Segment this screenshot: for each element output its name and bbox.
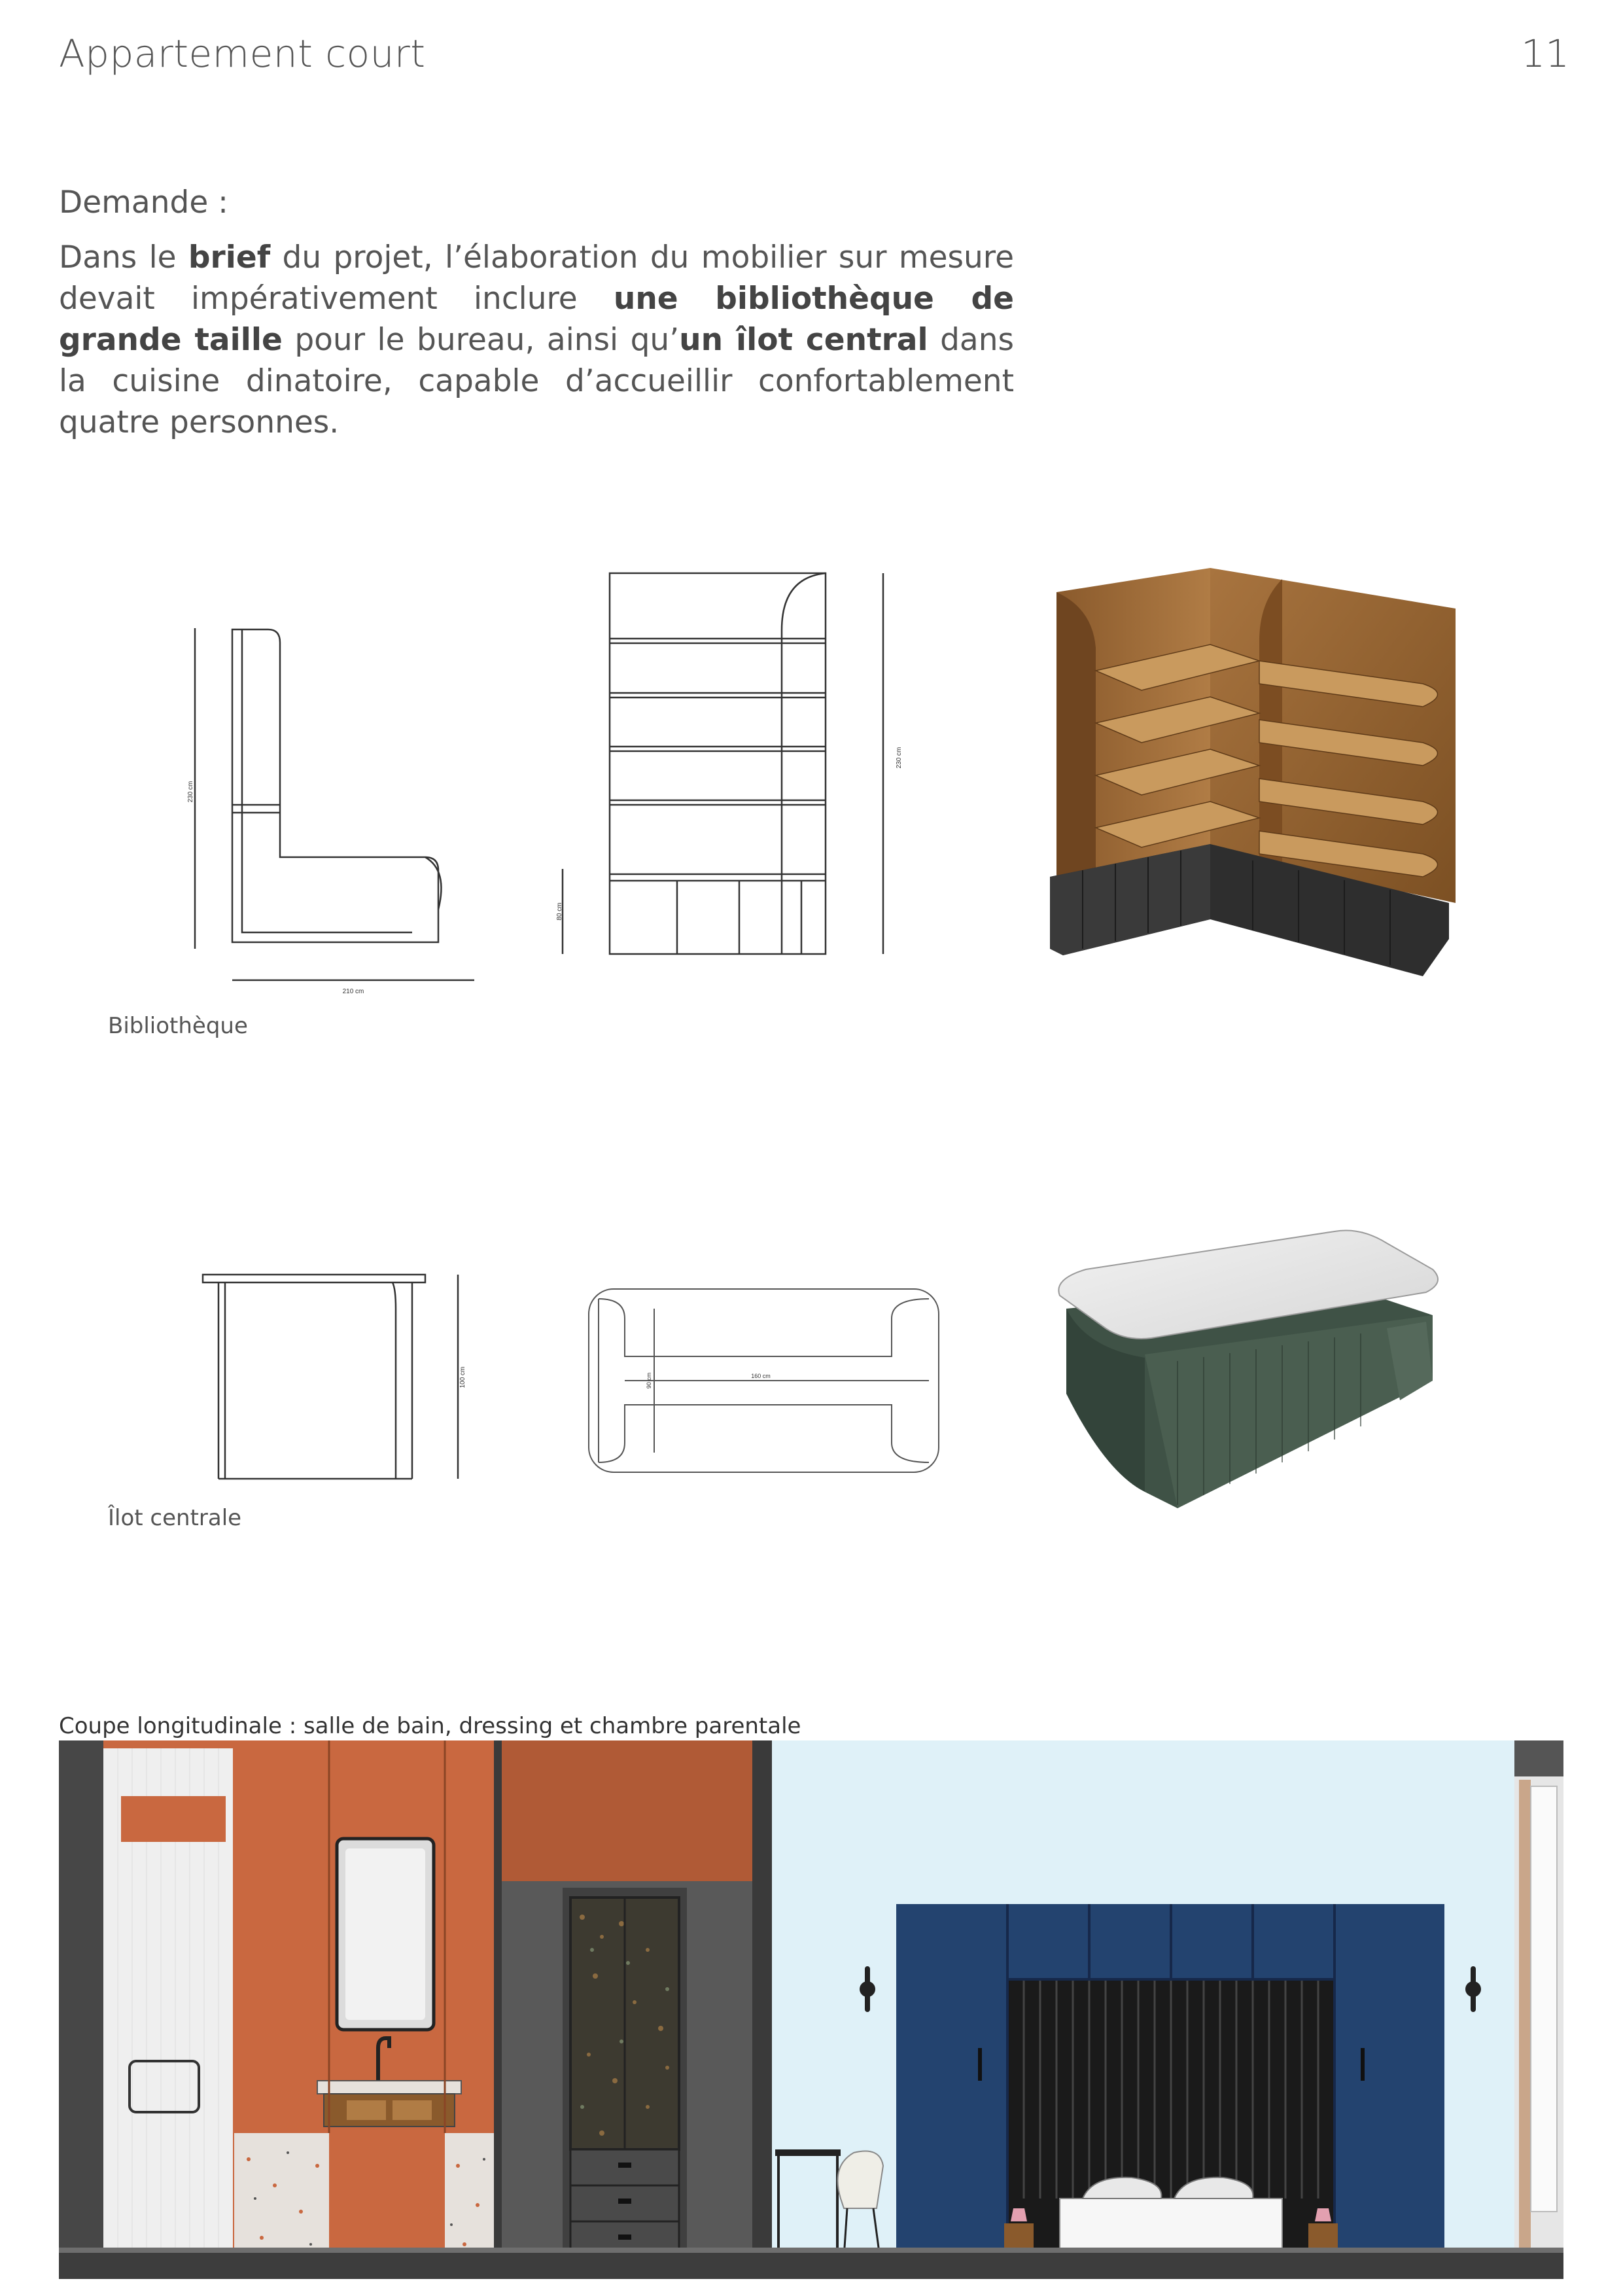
- bibliotheque-front-drawing: [556, 568, 909, 961]
- dim-height-front-label: 230 cm: [896, 747, 903, 769]
- intro-paragraph: [59, 237, 1014, 443]
- ilot-front-drawing: [196, 1269, 484, 1485]
- bibliotheque-caption: Bibliothèque: [108, 1013, 248, 1039]
- ilot-3d-render: [1047, 1217, 1452, 1531]
- dim-base-label: 80 cm: [556, 902, 563, 921]
- paragraph-run: dans la cuisine dinatoire, capable d’accueillir confortablement quatre personnes.: [59, 322, 1014, 440]
- paragraph-bold-run: un îlot central: [679, 322, 928, 358]
- dim-length-label: 160 cm: [751, 1373, 771, 1379]
- dim-depth-label: 90 cm: [646, 1372, 652, 1389]
- page-number: 11: [1521, 31, 1569, 76]
- paragraph-run: du projet, l’élaboration du mobilier sur mesure devait impérativement inclure: [59, 239, 1014, 317]
- dim-height-ilot-label: 100 cm: [459, 1366, 466, 1388]
- paragraph-bold-run: brief: [188, 239, 271, 275]
- paragraph-run: pour le bureau, ainsi qu’: [282, 322, 680, 358]
- bibliotheque-side-drawing: [177, 622, 491, 1001]
- ilot-plan-drawing: [585, 1286, 952, 1475]
- bibliotheque-3d-render: [1043, 563, 1462, 988]
- paragraph-run: Dans le: [59, 239, 188, 275]
- section-heading: Demande :: [59, 185, 229, 221]
- dim-height-side-label: 230 cm: [187, 781, 194, 803]
- page-title: Appartement court: [59, 31, 426, 76]
- dim-width-label: 210 cm: [342, 988, 364, 995]
- coupe-caption: Coupe longitudinale : salle de bain, dressing et chambre parentale: [59, 1713, 801, 1739]
- coupe-longitudinale-render: [59, 1740, 1563, 2277]
- paragraph-bold-run: une bibliothèque de grande taille: [59, 281, 1015, 358]
- ilot-caption: Îlot centrale: [108, 1505, 242, 1531]
